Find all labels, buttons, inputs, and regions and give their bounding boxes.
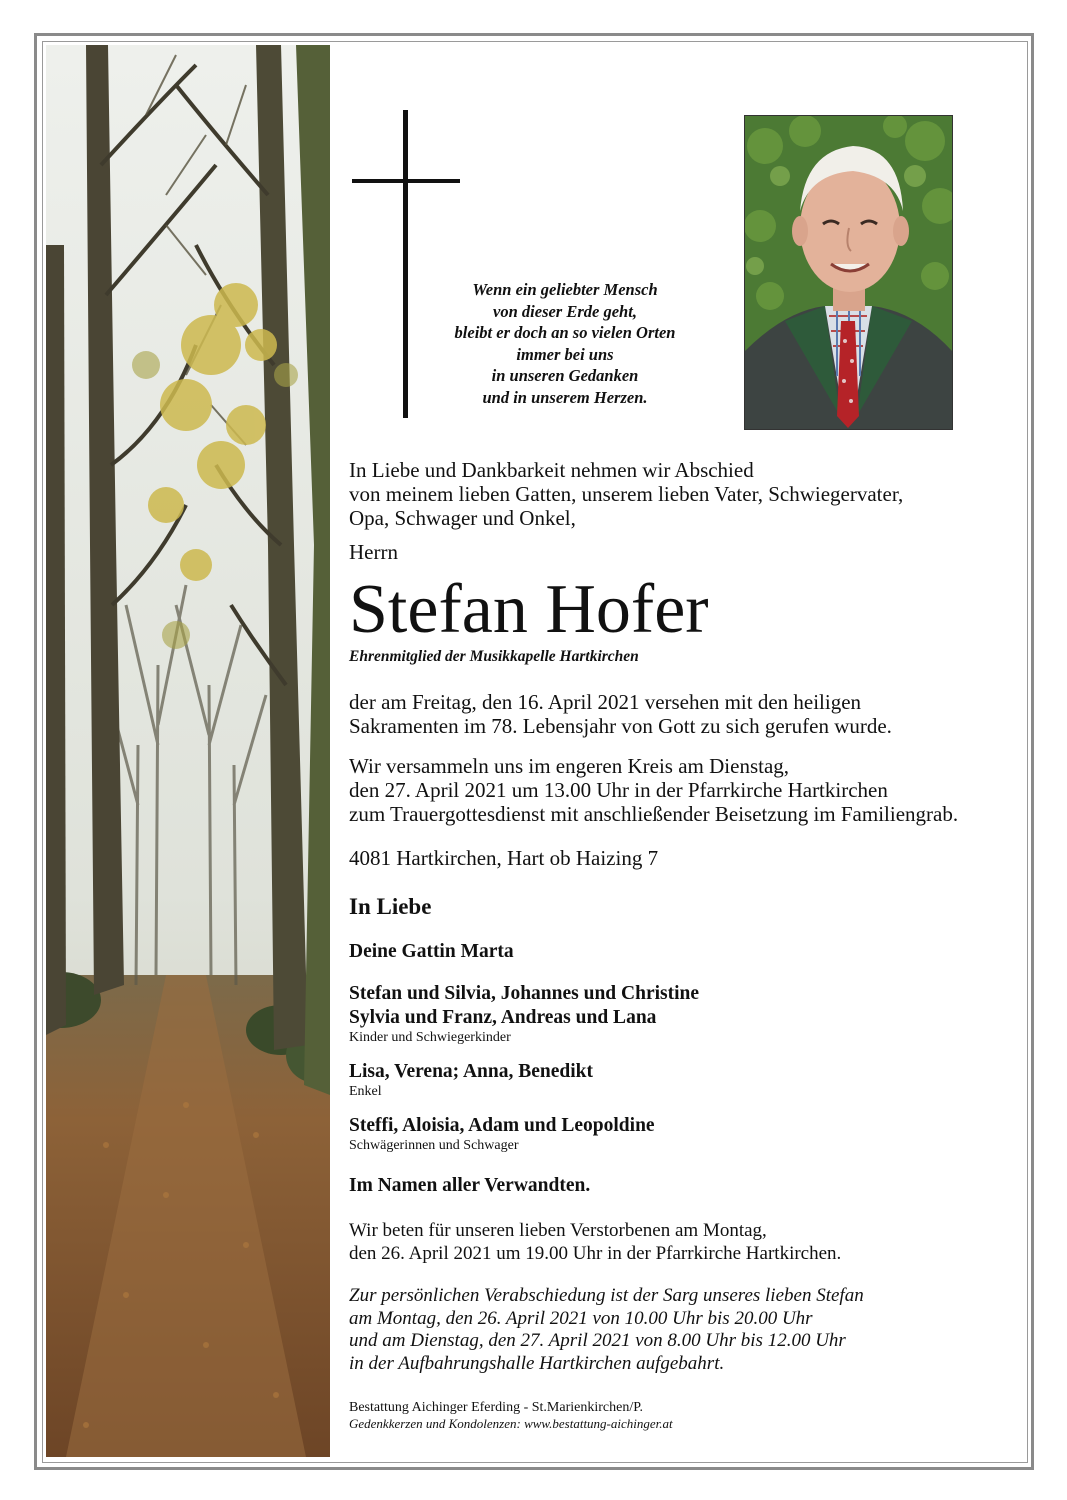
service-line: den 27. April 2021 um 13.00 Uhr in der Pfarrkirche Hartkirchen — [349, 778, 888, 802]
intro-line: In Liebe und Dankbarkeit nehmen wir Abschied — [349, 458, 754, 482]
siblings-in-law: Steffi, Aloisia, Adam und Leopoldine — [349, 1115, 655, 1136]
intro-line: von meinem lieben Gatten, unserem lieben Vater, Schwiegervater, — [349, 482, 904, 506]
memorial-verse — [420, 279, 710, 408]
in-love-heading: In Liebe — [349, 894, 432, 919]
prayer-line: den 26. April 2021 um 19.00 Uhr in der Pfarrkirche Hartkirchen. — [349, 1242, 842, 1264]
funeral-home: Bestattung Aichinger Eferding - St.Marienkirchen/P. — [349, 1400, 643, 1415]
viewing-line: in der Aufbahrungshalle Hartkirchen aufgebahrt. — [349, 1352, 725, 1374]
condolences-link[interactable]: Gedenkkerzen und Kondolenzen: www.bestattung-aichinger.at — [349, 1416, 673, 1431]
verse-line: und in unserem Herzen. — [482, 387, 648, 407]
salutation: Herrn — [349, 540, 398, 564]
verse-line: bleibt er doch an so vielen Orten — [454, 323, 676, 342]
grandchildren: Lisa, Verena; Anna, Benedikt — [349, 1061, 593, 1082]
viewing-line: Zur persönlichen Verabschiedung ist der Sarg unseres lieben Stefan — [349, 1285, 864, 1306]
intro-line: Opa, Schwager und Onkel, — [349, 506, 576, 530]
honor-title: Ehrenmitglied der Musikkapelle Hartkirchen — [349, 648, 639, 665]
address: 4081 Hartkirchen, Hart ob Haizing 7 — [349, 846, 659, 870]
service-line: Wir versammeln uns im engeren Kreis am Dienstag, — [349, 754, 790, 778]
death-notice-line: der am Freitag, den 16. April 2021 versehen mit den heiligen — [349, 690, 862, 714]
verse-line: in unseren Gedanken — [491, 366, 639, 385]
deceased-name: Stefan Hofer — [349, 571, 709, 648]
siblings-in-law-label: Schwägerinnen und Schwager — [349, 1138, 519, 1153]
death-notice-line: Sakramenten im 78. Lebensjahr von Gott zu sich gerufen wurde. — [349, 714, 892, 738]
portrait-photo — [744, 115, 953, 430]
autumn-alley-image — [46, 45, 330, 1457]
children-line: Stefan und Silvia, Johannes und Christine — [349, 983, 700, 1004]
verse-line: immer bei uns — [516, 344, 614, 364]
service-line: zum Trauergottesdienst mit anschließender Beisetzung im Familiengrab. — [349, 802, 959, 826]
obituary-text — [349, 458, 1009, 1432]
spouse: Deine Gattin Marta — [349, 941, 514, 962]
viewing-line: und am Dienstag, den 27. April 2021 von 8.00 Uhr bis 12.00 Uhr — [349, 1330, 846, 1351]
children-label: Kinder und Schwiegerkinder — [349, 1030, 511, 1045]
viewing-line: am Montag, den 26. April 2021 von 10.00 Uhr bis 20.00 Uhr — [349, 1307, 813, 1329]
verse-line: Wenn ein geliebter Mensch — [472, 280, 658, 299]
verse-line: von dieser Erde geht, — [493, 301, 637, 321]
prayer-line: Wir beten für unseren lieben Verstorbenen am Montag, — [349, 1220, 767, 1241]
grandchildren-label: Enkel — [349, 1084, 382, 1099]
relatives-line: Im Namen aller Verwandten. — [349, 1175, 591, 1196]
children-line: Sylvia und Franz, Andreas und Lana — [349, 1007, 657, 1028]
